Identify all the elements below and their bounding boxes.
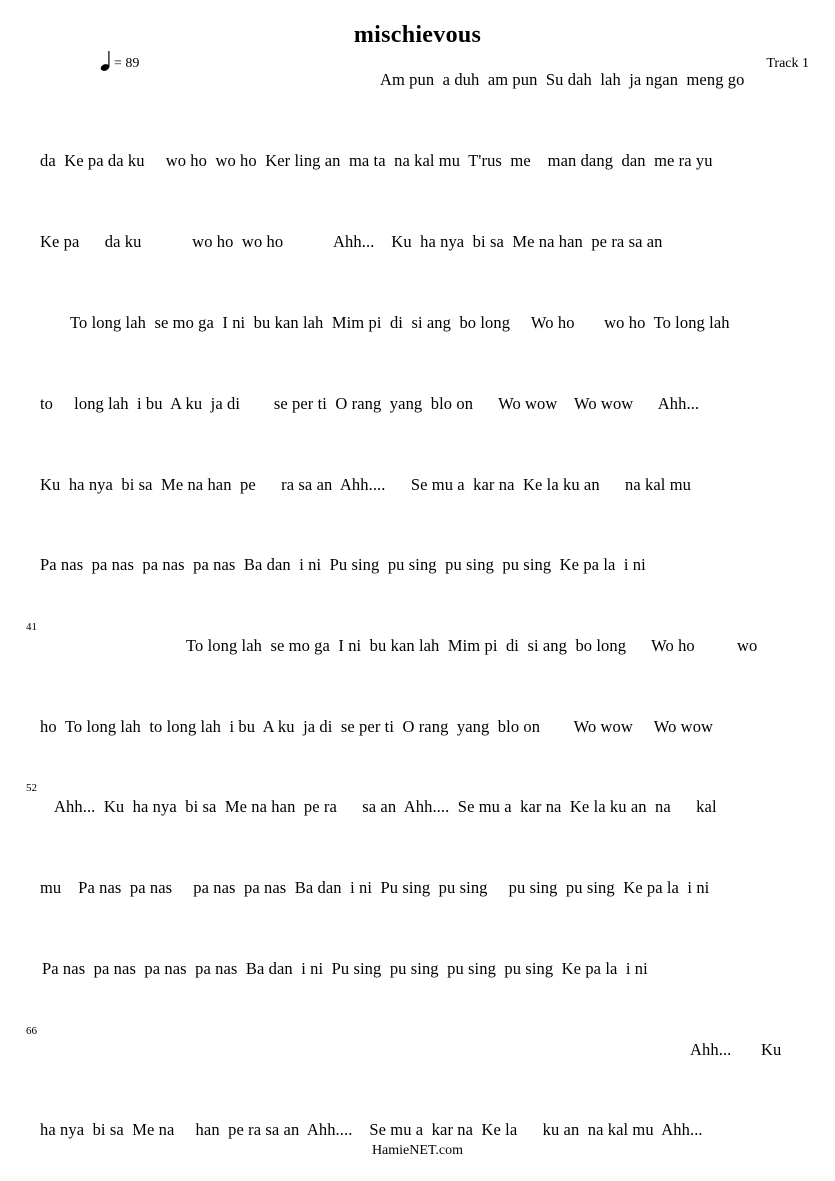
lyric-line: To long lah se mo ga I ni bu kan lah Mim pi di si ang bo long Wo ho wo	[186, 636, 758, 655]
measure-number: 41	[26, 621, 37, 633]
lyric-line: to long lah i bu A ku ja di se per ti O rang yang blo on Wo wow Wo wow Ahh...	[40, 394, 700, 413]
lyric-line: To long lah se mo ga I ni bu kan lah Mim pi di si ang bo long Wo ho wo ho To long lah	[70, 313, 730, 332]
lyric-line: ha nya bi sa Me na han pe ra sa an Ahh.... Se mu a kar na Ke la ku an na kal mu Ahh...	[40, 1120, 703, 1139]
lyric-line: Ahh... Ku ha nya bi sa Me na han pe ra sa an Ahh.... Se mu a kar na Ke la ku an na kal	[54, 797, 717, 816]
measure-number: 52	[26, 782, 37, 794]
tempo-marking	[100, 50, 139, 72]
lyric-line: Pa nas pa nas pa nas pa nas Ba dan i ni Pu sing pu sing pu sing pu sing Ke pa la i ni	[40, 555, 646, 574]
lyric-line: mu Pa nas pa nas pa nas pa nas Ba dan i ni Pu sing pu sing pu sing pu sing Ke pa la i ni	[40, 878, 710, 897]
measure-number: 66	[26, 1025, 37, 1037]
lyric-line: Pa nas pa nas pa nas pa nas Ba dan i ni Pu sing pu sing pu sing pu sing Ke pa la i ni	[42, 959, 648, 978]
lyric-line: Ke pa da ku wo ho wo ho Ahh... Ku ha nya bi sa Me na han pe ra sa an	[40, 232, 663, 251]
song-title: mischievous	[353, 22, 482, 48]
lyric-line: Ku ha nya bi sa Me na han pe ra sa an Ahh.... Se mu a kar na Ke la ku an na kal mu	[40, 475, 691, 494]
tempo-text: = 89	[114, 56, 140, 71]
lyric-line: Am pun a duh am pun Su dah lah ja ngan meng go	[380, 70, 745, 89]
lyric-line: ho To long lah to long lah i bu A ku ja di se per ti O rang yang blo on Wo wow Wo wow	[40, 717, 714, 736]
quarter-note-icon	[100, 50, 112, 72]
track-label: Track 1	[766, 56, 809, 71]
lyric-line: Ahh... Ku	[690, 1040, 782, 1059]
lyric-line: da Ke pa da ku wo ho wo ho Ker ling an ma ta na kal mu T'rus me man dang dan me ra yu	[40, 151, 713, 170]
footer-site-credit: HamieNET.com	[371, 1143, 464, 1158]
